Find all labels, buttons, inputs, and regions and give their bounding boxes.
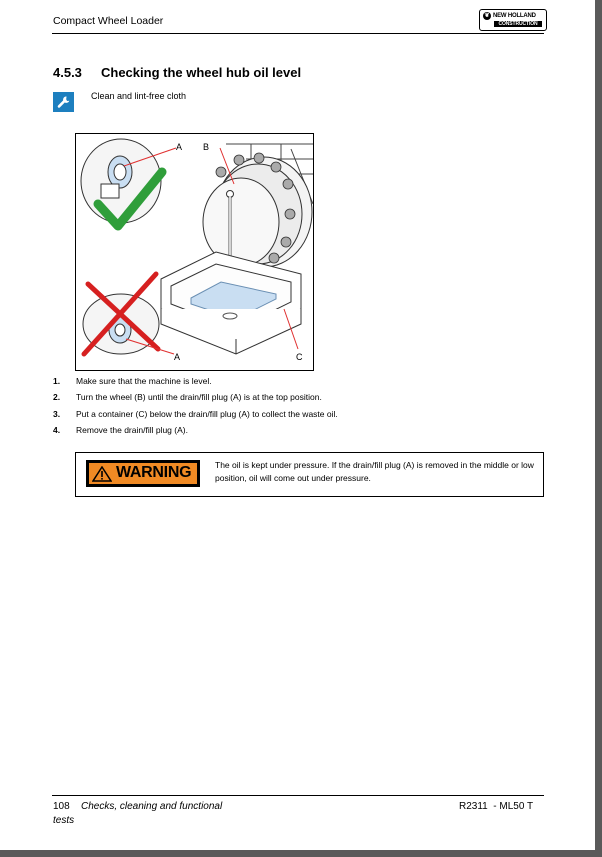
warning-text: The oil is kept under pressure. If the drain/fill plug (A) is removed in the middle or low position, oil will come out under pressure. <box>215 460 534 483</box>
header-divider <box>52 33 544 34</box>
footer-section: Checks, cleaning and functional <box>81 801 223 812</box>
label-b: B <box>203 142 210 152</box>
tool-requirement: Clean and lint-free cloth <box>91 91 187 101</box>
step-number: 3. <box>53 409 61 419</box>
list-item <box>53 392 453 404</box>
logo-line1: NEW HOLLAND <box>493 13 536 19</box>
warning-label: WARNING <box>116 464 192 481</box>
wrench-icon <box>53 92 74 112</box>
warning-box <box>75 452 544 497</box>
step-text: Remove the drain/fill plug (A). <box>76 425 188 435</box>
list-item <box>53 425 453 437</box>
leaf-icon: ❦ <box>484 13 490 19</box>
label-a-top: A <box>176 142 183 152</box>
step-number: 4. <box>53 425 61 435</box>
page-number: 108 <box>53 801 70 812</box>
list-item <box>53 376 453 388</box>
section-number: 4.5.3 <box>53 65 82 80</box>
step-number: 1. <box>53 376 61 386</box>
header-title: Compact Wheel Loader <box>53 15 164 27</box>
step-number: 2. <box>53 392 61 402</box>
warning-triangle-icon <box>92 466 112 482</box>
step-text: Make sure that the machine is level. <box>76 376 212 386</box>
document-id: R2311 - ML50 T <box>459 801 534 812</box>
label-c: C <box>296 352 303 362</box>
step-text: Put a container (C) below the drain/fill plug (A) to collect the waste oil. <box>76 409 338 419</box>
section-title: Checking the wheel hub oil level <box>101 65 302 80</box>
footer-section-cont: tests <box>53 815 75 826</box>
label-a-bottom: A <box>174 352 181 362</box>
list-item <box>53 409 453 421</box>
brand-logo <box>479 9 547 31</box>
step-text: Turn the wheel (B) until the drain/fill plug (A) is at the top position. <box>76 392 322 402</box>
logo-line2: CONSTRUCTION <box>494 21 542 27</box>
warning-sign <box>86 460 200 487</box>
footer-divider <box>52 795 544 796</box>
wheel-hub-illustration <box>75 133 314 371</box>
